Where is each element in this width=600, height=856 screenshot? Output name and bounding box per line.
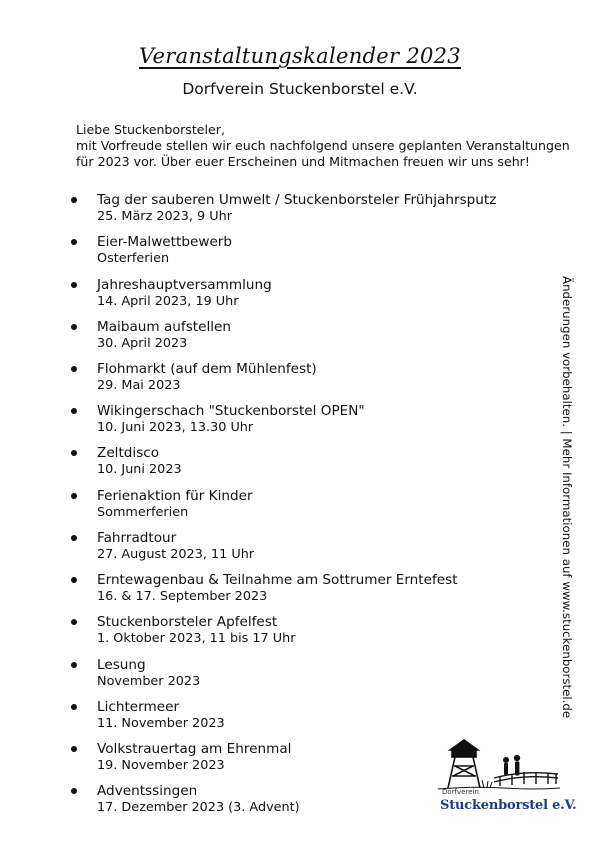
event-date: 27. August 2023, 11 Uhr [97, 547, 255, 562]
bullet-icon [71, 197, 77, 203]
logo-graphic-icon [434, 736, 564, 792]
event-item [0, 361, 520, 401]
event-item [0, 530, 520, 570]
event-name: Maibaum aufstellen [97, 319, 232, 335]
event-date: 14. April 2023, 19 Uhr [97, 294, 239, 309]
page-subtitle: Dorfverein Stuckenborstel e.V. [182, 80, 418, 98]
page-title: Veranstaltungskalender 2023 [139, 44, 461, 68]
bullet-icon [71, 282, 77, 288]
bullet-icon [71, 619, 77, 625]
event-date: 10. Juni 2023 [97, 462, 182, 477]
event-item [0, 699, 520, 739]
event-item [0, 192, 520, 232]
event-name: Lesung [97, 657, 146, 673]
event-date: 25. März 2023, 9 Uhr [97, 209, 232, 224]
event-item [0, 488, 520, 528]
event-name: Volkstrauertag am Ehrenmal [97, 741, 292, 757]
event-date: 1. Oktober 2023, 11 bis 17 Uhr [97, 631, 296, 646]
event-name: Zeltdisco [97, 445, 160, 461]
event-item [0, 277, 520, 317]
intro-line-2: mit Vorfreude stellen wir euch nachfolgend unsere geplanten Veranstaltungen [76, 138, 570, 153]
event-date: 11. November 2023 [97, 716, 225, 731]
event-name: Stuckenborsteler Apfelfest [97, 614, 278, 630]
intro-line-3: für 2023 vor. Über euer Erscheinen und Mitmachen freuen wir uns sehr! [76, 154, 530, 169]
bullet-icon [71, 324, 77, 330]
event-item [0, 657, 520, 697]
event-name: Adventssingen [97, 783, 198, 799]
bullet-icon [71, 788, 77, 794]
event-item [0, 614, 520, 654]
bullet-icon [71, 450, 77, 456]
event-name: Fahrradtour [97, 530, 177, 546]
event-item [0, 445, 520, 485]
bullet-icon [71, 408, 77, 414]
bullet-icon [71, 493, 77, 499]
bullet-icon [71, 535, 77, 541]
event-date: 10. Juni 2023, 13.30 Uhr [97, 420, 254, 435]
side-note: Änderungen vorbehalten. | Mehr Informationen auf www.stuckenborstel.de [560, 276, 574, 719]
event-name: Wikingerschach "Stuckenborstel OPEN" [97, 403, 365, 419]
club-logo [434, 736, 577, 820]
intro-text [76, 122, 576, 170]
event-date: Sommerferien [97, 505, 189, 520]
bullet-icon [71, 239, 77, 245]
event-name: Flohmarkt (auf dem Mühlenfest) [97, 361, 317, 377]
bullet-icon [71, 746, 77, 752]
event-name: Lichtermeer [97, 699, 180, 715]
event-item [0, 319, 520, 359]
event-date: 29. Mai 2023 [97, 378, 181, 393]
bullet-icon [71, 662, 77, 668]
event-item [0, 572, 520, 612]
event-date: 17. Dezember 2023 (3. Advent) [97, 800, 300, 815]
event-date: 30. April 2023 [97, 336, 188, 351]
event-date: November 2023 [97, 674, 201, 689]
logo-small-text: Dorfverein [442, 788, 479, 796]
logo-name-text: Stuckenborstel e.V. [440, 798, 577, 813]
event-name: Ferienaktion für Kinder [97, 488, 253, 504]
event-date: 19. November 2023 [97, 758, 225, 773]
event-name: Erntewagenbau & Teilnahme am Sottrumer Erntefest [97, 572, 458, 588]
event-item [0, 234, 520, 274]
bullet-icon [71, 366, 77, 372]
event-name: Tag der sauberen Umwelt / Stuckenborsteler Frühjahrsputz [97, 192, 497, 208]
bullet-icon [71, 577, 77, 583]
intro-line-1: Liebe Stuckenborsteler, [76, 122, 225, 137]
event-item [0, 403, 520, 443]
event-date: 16. & 17. September 2023 [97, 589, 268, 604]
event-name: Jahreshauptversammlung [97, 277, 272, 293]
bullet-icon [71, 704, 77, 710]
event-name: Eier-Malwettbewerb [97, 234, 233, 250]
event-date: Osterferien [97, 251, 170, 266]
